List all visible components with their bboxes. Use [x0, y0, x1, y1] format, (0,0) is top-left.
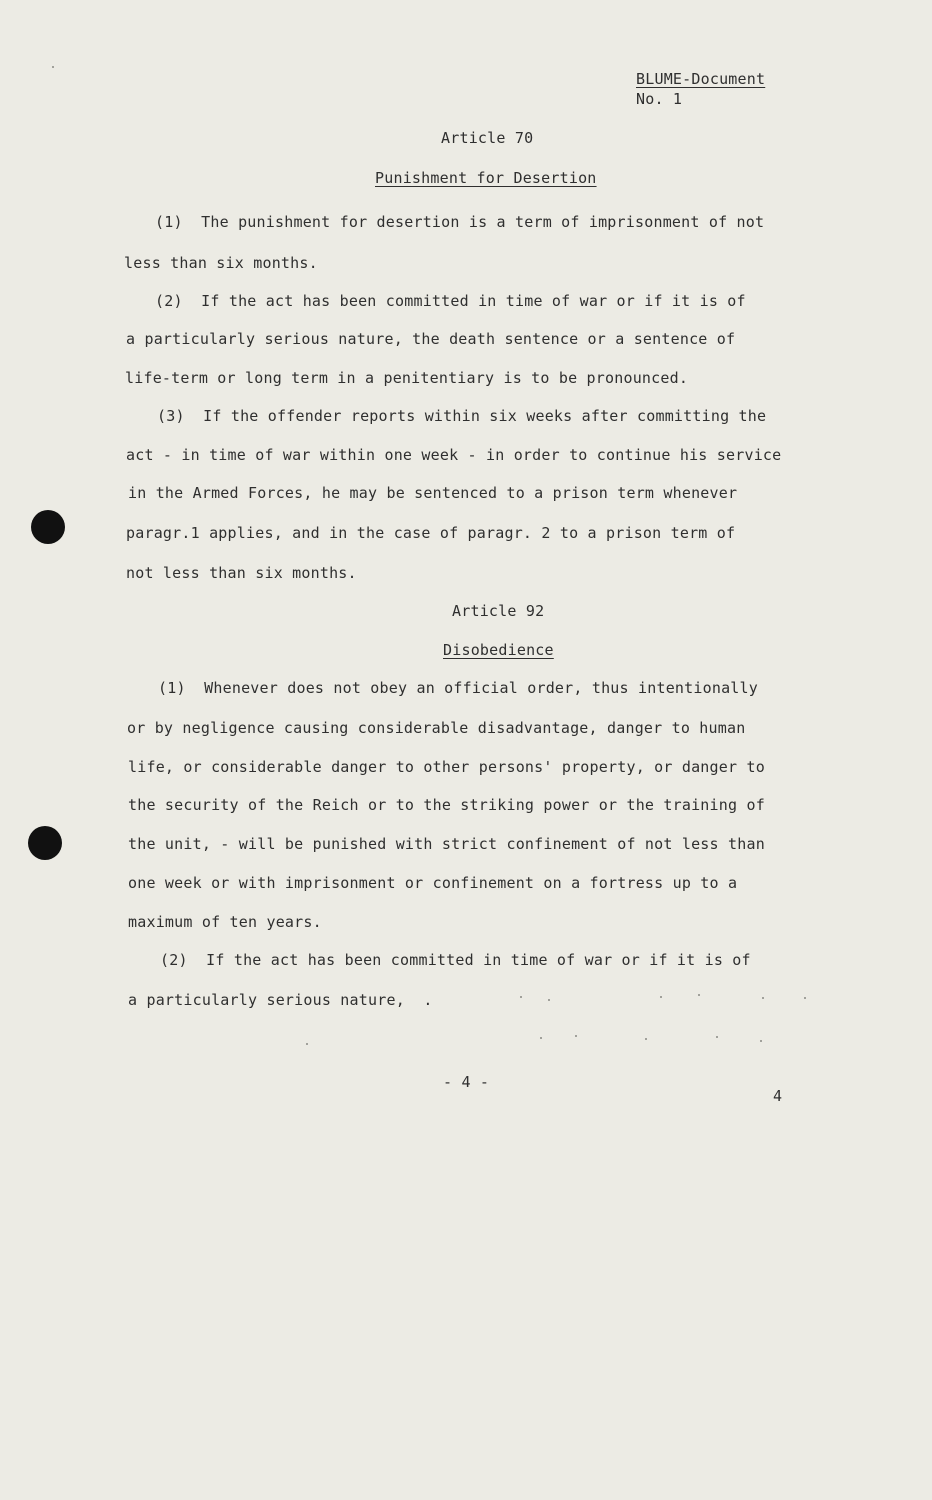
ink-speck — [660, 996, 662, 998]
ink-speck — [762, 997, 764, 999]
article-70-line: in the Armed Forces, he may be sentenced to a prison term whenever — [128, 484, 738, 502]
article-92-line: life, or considerable danger to other persons' property, or danger to — [128, 758, 765, 776]
page-number-right: 4 — [773, 1087, 783, 1105]
document-number: No. 1 — [636, 90, 683, 108]
article-70-line: (3) If the offender reports within six weeks after committing the — [157, 407, 767, 425]
ink-speck — [698, 994, 700, 996]
ink-speck — [540, 1037, 542, 1039]
ink-speck — [804, 997, 806, 999]
article-70-line: a particularly serious nature, the death sentence or a sentence of — [126, 330, 736, 348]
article-92-line: one week or with imprisonment or confinement on a fortress up to a — [128, 874, 738, 892]
article-92-line: the unit, - will be punished with strict confinement of not less than — [128, 835, 765, 853]
article-70-line: life-term or long term in a penitentiary is to be pronounced. — [125, 369, 689, 387]
article-70-line: paragr.1 applies, and in the case of paragr. 2 to a prison term of — [126, 524, 736, 542]
article-92-line: (1) Whenever does not obey an official order, thus intentionally — [158, 679, 758, 697]
punch-hole — [28, 826, 62, 860]
page-number-center: - 4 - — [443, 1073, 490, 1091]
ink-speck — [716, 1036, 718, 1038]
ink-speck — [306, 1043, 308, 1045]
article-92-line: a particularly serious nature, . — [128, 991, 433, 1009]
article-92-subtitle: Disobedience — [443, 641, 554, 659]
article-92-line: the security of the Reich or to the striking power or the training of — [128, 796, 765, 814]
article-70-line: (1) The punishment for desertion is a term of imprisonment of not — [155, 213, 765, 231]
ink-speck — [520, 996, 522, 998]
ink-speck — [548, 999, 550, 1001]
ink-speck — [575, 1035, 577, 1037]
punch-hole — [31, 510, 65, 544]
article-92-title: Article 92 — [452, 602, 545, 620]
ink-speck — [52, 66, 54, 68]
article-92-line: or by negligence causing considerable disadvantage, danger to human — [127, 719, 746, 737]
article-70-line: act - in time of war within one week - in order to continue his service — [126, 446, 782, 464]
article-92-line: (2) If the act has been committed in time of war or if it is of — [160, 951, 751, 969]
article-92-line: maximum of ten years. — [128, 913, 322, 931]
article-70-line: not less than six months. — [126, 564, 357, 582]
article-70-line: less than six months. — [124, 254, 318, 272]
article-70-line: (2) If the act has been committed in time of war or if it is of — [155, 292, 746, 310]
ink-speck — [760, 1040, 762, 1042]
article-70-subtitle: Punishment for Desertion — [375, 169, 597, 187]
document-reference: BLUME-Document — [636, 70, 766, 88]
ink-speck — [645, 1038, 647, 1040]
article-70-title: Article 70 — [441, 129, 534, 147]
